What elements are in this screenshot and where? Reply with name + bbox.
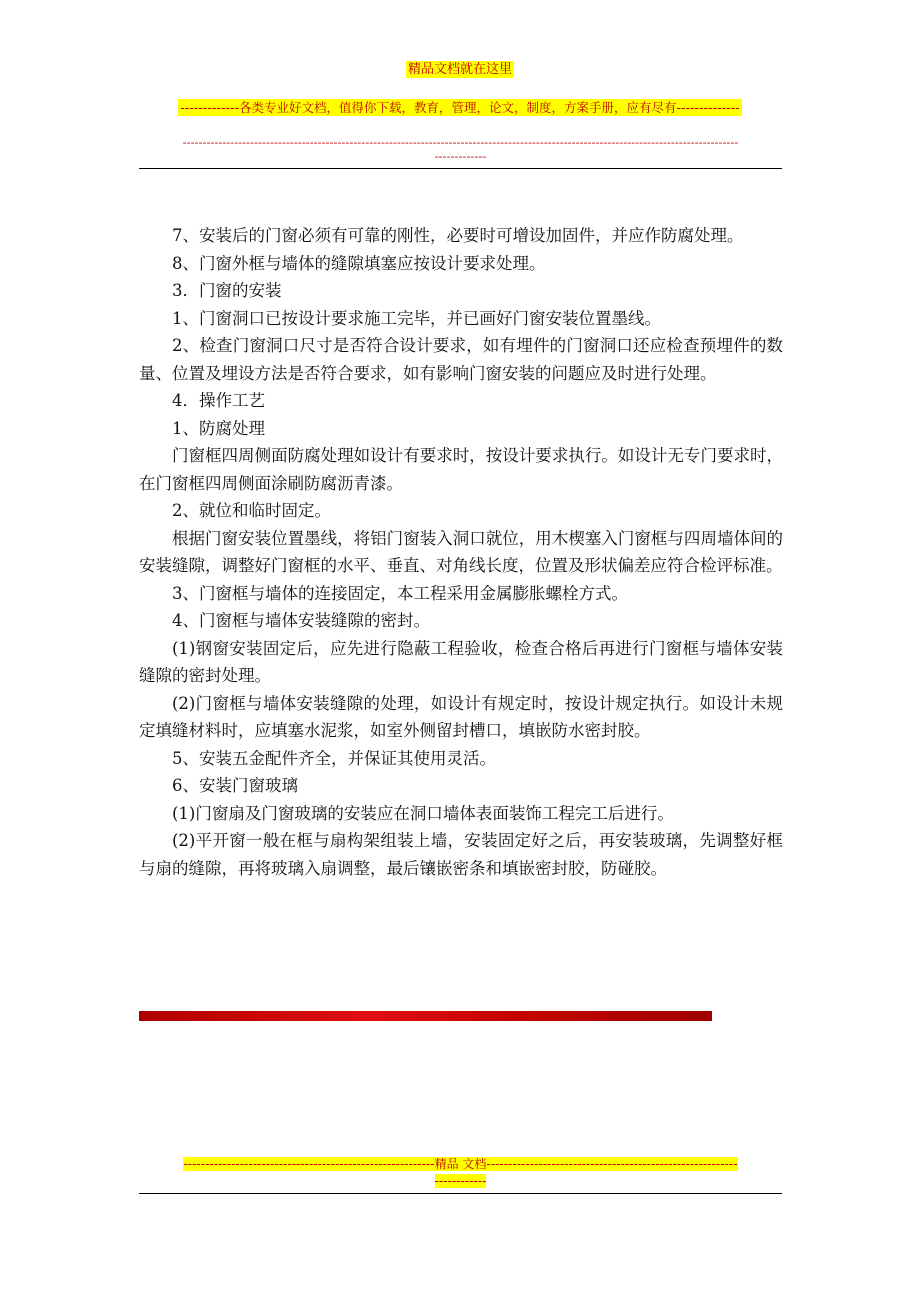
body-paragraph: 4、门窗框与墙体安装缝隙的密封。 (172, 611, 430, 630)
header-title-text: 精品文档就在这里 (407, 62, 512, 77)
body-paragraph: 2、检查门窗洞口尺寸是否符合设计要求，如有埋件的门窗洞口还应检查预埋件的数量、位置及埋设方法是否符合要求，如有影响门窗安装的问题应及时进行处理。 (139, 336, 783, 383)
body-paragraph: 1、防腐处理 (172, 418, 265, 438)
decorative-red-bar (139, 1011, 712, 1021)
header-title (0, 58, 920, 79)
body-paragraph: 门窗框四周侧面防腐处理如设计有要求时，按设计要求执行。如设计无专门要求时，在门窗框四周侧面涂刷防腐沥青漆。 (139, 446, 783, 493)
footer-line1 (139, 1156, 782, 1173)
footer-banner (139, 1156, 782, 1190)
header-subtitle-text: -------------各类专业好文档，值得你下载，教育，管理，论文，制度，方案手册，应有尽有-------------- (180, 100, 740, 115)
body-paragraph: 3．门窗的安装 (172, 281, 282, 300)
footer-line2 (139, 1173, 782, 1190)
header-dashes-line1: -------------------------------------------------------------------------------------------------------------------------------------------- (182, 136, 739, 149)
header-rule (139, 168, 782, 169)
footer-line1-text: ----------------------------------------------------------精品 文档---------------------------------------------------------- (183, 1157, 738, 1171)
header-subtitle (0, 97, 920, 117)
footer-line2-text: ------------ (434, 1174, 487, 1188)
body-paragraph: 4．操作工艺 (172, 391, 265, 410)
body-paragraph: 1、门窗洞口已按设计要求施工完毕，并已画好门窗安装位置墨线。 (172, 308, 661, 328)
body-paragraph: (1)门窗扇及门窗玻璃的安装应在洞口墙体表面装饰工程完工后进行。 (172, 803, 674, 823)
header-dashes (139, 136, 782, 164)
body-paragraph: 6、安装门窗玻璃 (172, 776, 298, 795)
document-body (139, 222, 783, 882)
body-paragraph: 3、门窗框与墙体的连接固定，本工程采用金属膨胀螺栓方式。 (172, 583, 628, 603)
body-paragraph: 根据门窗安装位置墨线，将铝门窗装入洞口就位，用木楔塞入门窗框与四周墙体间的安装缝隙，调整好门窗框的水平、垂直、对角线长度，位置及形状偏差应符合检评标准。 (139, 528, 783, 575)
body-paragraph: (1)钢窗安装固定后，应先进行隐蔽工程验收，检查合格后再进行门窗框与墙体安装缝隙的密封处理。 (139, 638, 783, 685)
body-paragraph: 5、安装五金配件齐全，并保证其使用灵活。 (172, 748, 496, 768)
body-paragraph: 8、门窗外框与墙体的缝隙填塞应按设计要求处理。 (172, 253, 546, 273)
footer-rule (139, 1193, 782, 1194)
body-paragraph: 7、安装后的门窗必须有可靠的刚性，必要时可增设加固件，并应作防腐处理。 (172, 226, 744, 245)
body-paragraph: (2)门窗框与墙体安装缝隙的处理，如设计有规定时，按设计规定执行。如设计未规定填缝材料时，应填塞水泥浆，如室外侧留封槽口，填嵌防水密封胶。 (139, 693, 783, 740)
header-dashes-line2: ------------- (434, 150, 487, 163)
body-paragraph: (2)平开窗一般在框与扇构架组装上墙，安装固定好之后，再安装玻璃，先调整好框与扇的缝隙，再将玻璃入扇调整，最后镶嵌密条和填嵌密封胶，防碰胶。 (139, 831, 783, 878)
body-paragraph: 2、就位和临时固定。 (172, 501, 331, 520)
